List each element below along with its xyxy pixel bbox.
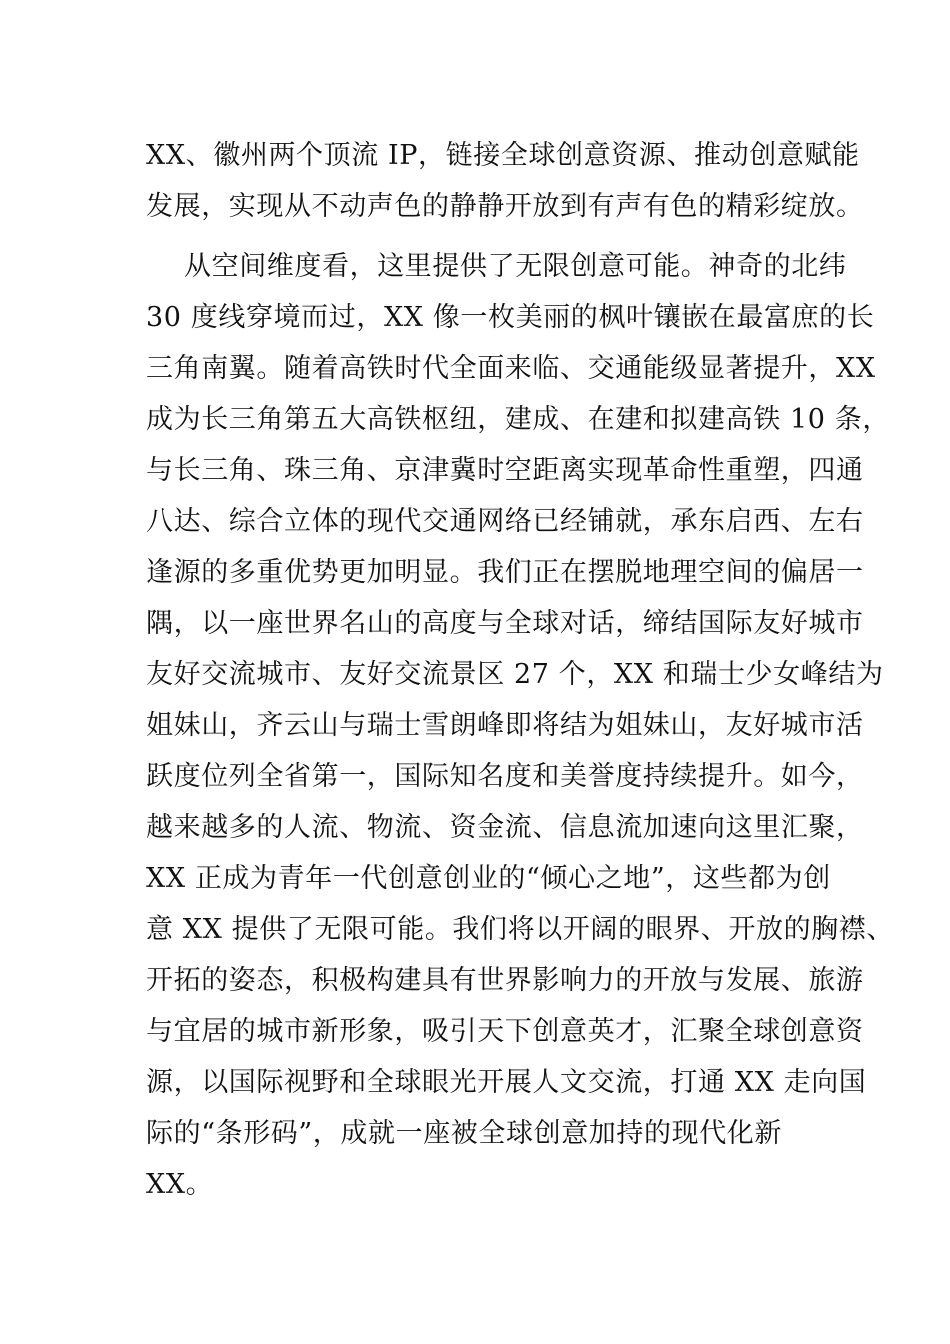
text-line: 八达、综合立体的现代交通网络已经铺就，承东启西、左右	[146, 506, 864, 537]
text-line: 意 XX 提供了无限可能。我们将以开阔的眼界、开放的胸襟、	[146, 914, 895, 945]
text-line: 友好交流城市、友好交流景区 27 个，XX 和瑞士少女峰结为	[146, 659, 884, 690]
paragraph-1	[146, 130, 864, 232]
text-line: 30 度线穿境而过，XX 像一枚美丽的枫叶镶嵌在最富庶的长	[146, 302, 875, 333]
text-line: 越来越多的人流、物流、资金流、信息流加速向这里汇聚，	[146, 812, 864, 843]
text-line: 隅，以一座世界名山的高度与全球对话，缔结国际友好城市	[146, 608, 864, 639]
text-line: 逢源的多重优势更加明显。我们正在摆脱地理空间的偏居一	[146, 557, 864, 588]
text-line: XX。	[146, 1169, 214, 1200]
text-line: 从空间维度看，这里提供了无限创意可能。神奇的北纬	[184, 251, 847, 282]
text-line: 与长三角、珠三角、京津冀时空距离实现革命性重塑，四通	[146, 455, 864, 486]
paragraph-2	[146, 241, 895, 1261]
text-line: 跃度位列全省第一，国际知名度和美誉度持续提升。如今，	[146, 761, 864, 792]
text-line: 发展，实现从不动声色的静静开放到有声有色的精彩绽放。	[146, 191, 864, 222]
text-line: 三角南翼。随着高铁时代全面来临、交通能级显著提升，XX	[146, 353, 876, 384]
text-line: 姐妹山，齐云山与瑞士雪朗峰即将结为姐妹山，友好城市活	[146, 710, 864, 741]
document-body	[146, 130, 895, 1261]
text-line: XX、徽州两个顶流 IP，链接全球创意资源、推动创意赋能	[146, 140, 860, 171]
text-line: 源，以国际视野和全球眼光开展人文交流，打通 XX 走向国	[146, 1067, 867, 1098]
text-line: 成为长三角第五大高铁枢纽，建成、在建和拟建高铁 10 条，	[146, 404, 890, 435]
paragraph-gap	[146, 232, 811, 241]
text-line	[146, 1210, 811, 1261]
text-line: 开拓的姿态，积极构建具有世界影响力的开放与发展、旅游	[146, 965, 864, 996]
text-line: 际的“条形码”，成就一座被全球创意加持的现代化新	[146, 1118, 783, 1149]
text-line: 与宜居的城市新形象，吸引天下创意英才，汇聚全球创意资	[146, 1016, 864, 1047]
text-line: XX 正成为青年一代创意创业的“倾心之地”，这些都为创	[146, 863, 831, 894]
